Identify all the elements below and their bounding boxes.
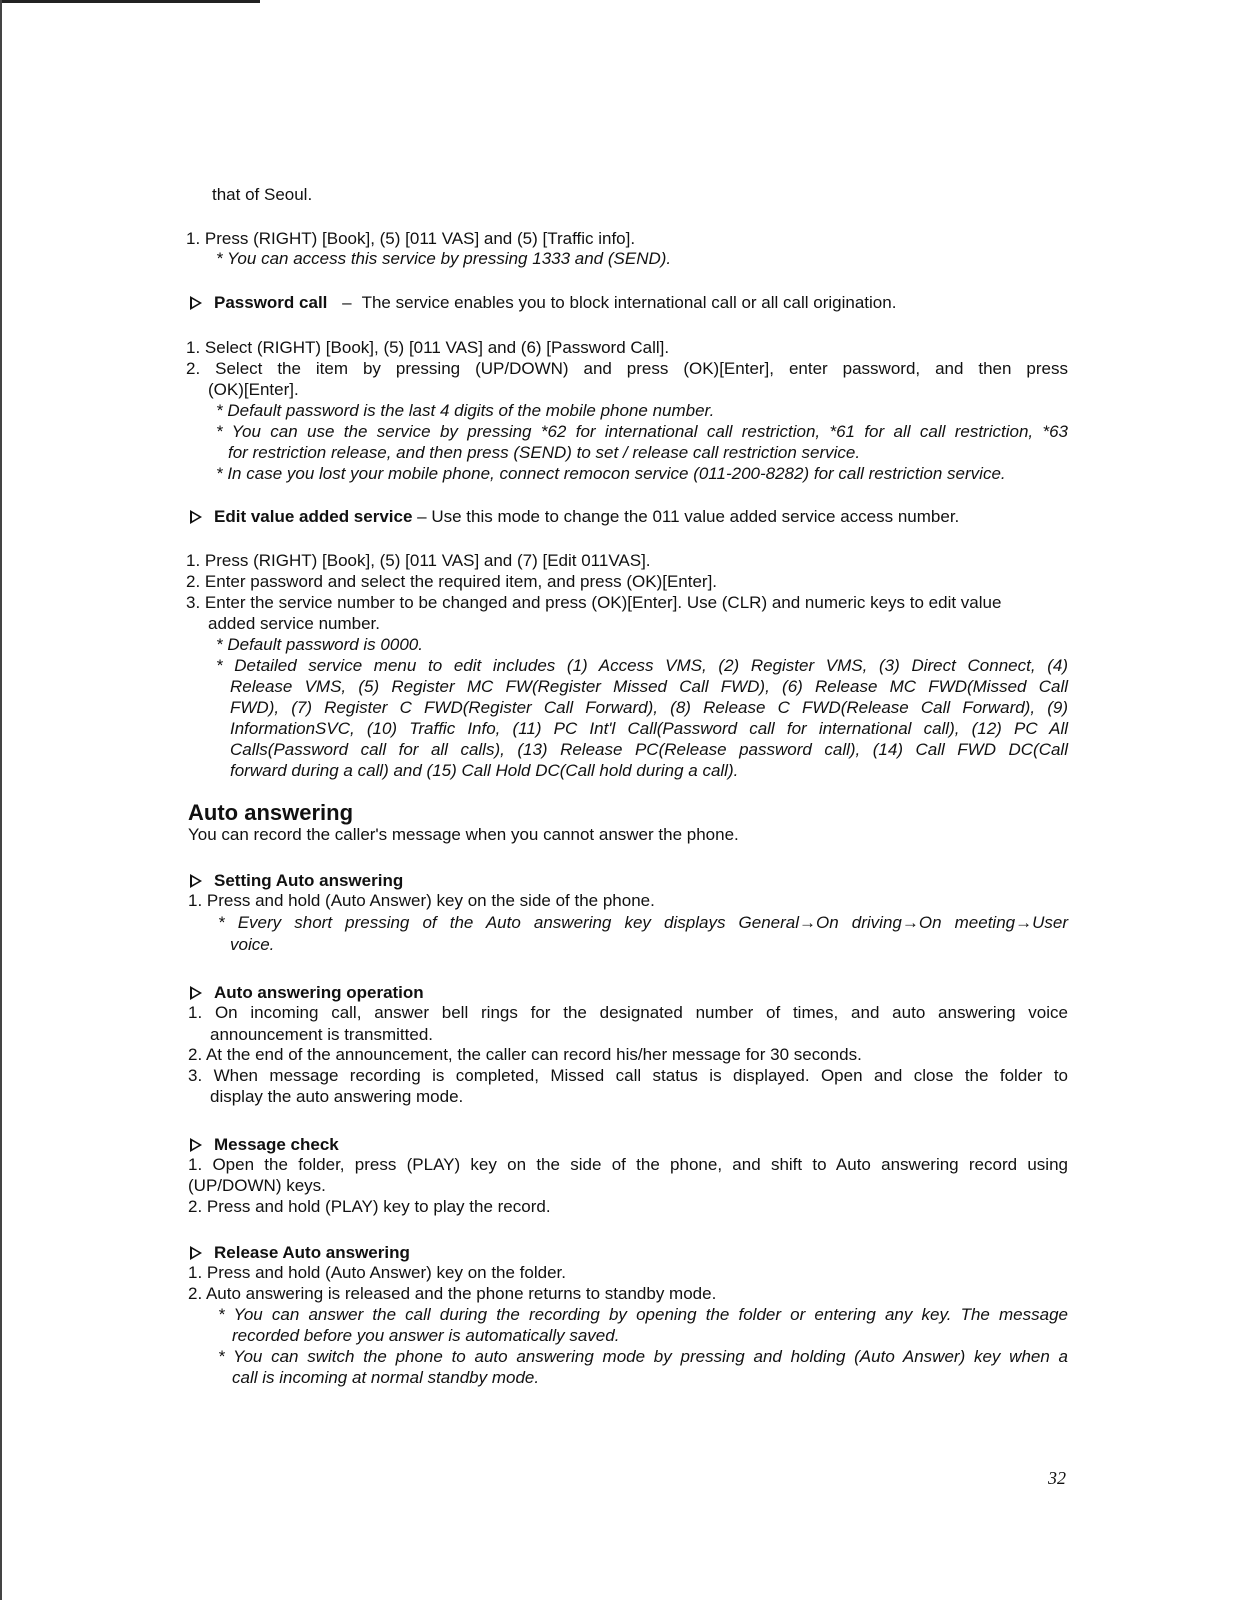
edit-vas-title: Edit value added service [214,507,413,526]
auto-answering-desc: You can record the caller's message when you cannot answer the phone. [188,825,739,844]
edit-vas-note-2-line-1: * Detailed service menu to edit includes (1) Access VMS, (2) Register VMS, (3) Direct Connect, (4) [216,656,1068,675]
intro-text: that of Seoul. [212,185,313,204]
operation-step-3b: display the auto answering mode. [210,1087,464,1106]
edit-vas-step-3b: added service number. [208,614,380,633]
password-note-2b: for restriction release, and then press (SEND) to set / release call restriction service. [228,443,861,462]
message-check-heading [190,1134,339,1155]
password-step-2b: (OK)[Enter]. [208,380,299,399]
password-call-desc: The service enables you to block international call or all call origination. [361,293,897,312]
release-note-2a: * You can switch the phone to auto answering mode by pressing and holding (Auto Answer) key when a [218,1347,1068,1366]
operation-step-1b: announcement is transmitted. [210,1025,434,1044]
triangle-bullet-icon [190,1138,202,1152]
auto-operation-title: Auto answering operation [214,983,424,1002]
message-check-step-1a: 1. Open the folder, press (PLAY) key on the side of the phone, and shift to Auto answering record using [188,1155,1068,1174]
scan-edge-left [0,0,2,1600]
release-step-1: 1. Press and hold (Auto Answer) key on the folder. [188,1263,566,1282]
release-note-1a: * You can answer the call during the recording by opening the folder or entering any key. The message [218,1305,1068,1324]
message-check-step-2: 2. Press and hold (PLAY) key to play the record. [188,1197,551,1216]
edit-vas-step-2: 2. Enter password and select the required item, and press (OK)[Enter]. [186,572,718,591]
password-step-1: 1. Select (RIGHT) [Book], (5) [011 VAS] and (6) [Password Call]. [186,338,670,357]
page-number: 32 [1048,1468,1066,1488]
edit-vas-desc: – Use this mode to change the 011 value added service access number. [417,507,960,526]
message-check-title: Message check [214,1135,339,1154]
triangle-bullet-icon [190,510,202,524]
triangle-bullet-icon [190,296,202,310]
edit-vas-note-2-line-3: FWD), (7) Register C FWD(Register Call Forward), (8) Release C FWD(Release Call Forward), (9) [230,698,1068,717]
traffic-step-1: 1. Press (RIGHT) [Book], (5) [011 VAS] and (5) [Traffic info]. [186,229,636,248]
edit-vas-note-2-line-5: Calls(Password call for all calls), (13) Release PC(Release password call), (14) Call FWD DC(Call [230,740,1068,759]
edit-vas-note-2-line-4: InformationSVC, (10) Traffic Info, (11) PC Int'l Call(Password call for international call), (12) PC All [230,719,1068,738]
traffic-note-1: * You can access this service by pressing 1333 and (SEND). [216,249,672,268]
operation-step-2: 2. At the end of the announcement, the caller can record his/her message for 30 seconds. [188,1045,862,1064]
setting-step-1: 1. Press and hold (Auto Answer) key on the side of the phone. [188,891,655,910]
password-call-heading [190,292,896,313]
message-check-step-1b: (UP/DOWN) keys. [188,1176,326,1195]
operation-step-3a: 3. When message recording is completed, Missed call status is displayed. Open and close the folder to [188,1066,1068,1085]
password-call-title: Password call [214,293,328,312]
edit-vas-heading [190,506,959,527]
auto-answering-title: Auto answering [188,800,354,825]
password-note-1: * Default password is the last 4 digits of the mobile phone number. [216,401,715,420]
release-auto-title: Release Auto answering [214,1243,410,1262]
edit-vas-step-3a: 3. Enter the service number to be changed and press (OK)[Enter]. Use (CLR) and numeric keys to edit value [186,593,1002,612]
password-step-2a: 2. Select the item by pressing (UP/DOWN) and press (OK)[Enter], enter password, and then press [186,359,1068,378]
setting-note-1b: voice. [230,935,275,954]
password-note-3: * In case you lost your mobile phone, connect remocon service (011-200-8282) for call restriction service. [216,464,1006,483]
release-step-2: 2. Auto answering is released and the phone returns to standby mode. [188,1284,717,1303]
release-auto-heading [190,1242,410,1263]
triangle-bullet-icon [190,986,202,1000]
auto-operation-heading [190,982,424,1003]
release-note-1b: recorded before you answer is automatically saved. [232,1326,620,1345]
edit-vas-note-1: * Default password is 0000. [216,635,423,654]
edit-vas-step-1: 1. Press (RIGHT) [Book], (5) [011 VAS] and (7) [Edit 011VAS]. [186,551,651,570]
password-note-2a: * You can use the service by pressing *62 for international call restriction, *61 for all call restriction, *63 [216,422,1068,441]
operation-step-1a: 1. On incoming call, answer bell rings for the designated number of times, and auto answering voice [188,1003,1068,1022]
triangle-bullet-icon [190,1246,202,1260]
setting-auto-heading [190,870,403,891]
setting-auto-title: Setting Auto answering [214,871,404,890]
setting-note-1a: * Every short pressing of the Auto answering key displays General→On driving→On meeting→User [218,913,1068,932]
scan-edge-top [0,0,260,3]
edit-vas-note-2-line-2: Release VMS, (5) Register MC FW(Register Missed Call FWD), (6) Release MC FWD(Missed Call [230,677,1068,696]
triangle-bullet-icon [190,874,202,888]
password-call-dash: – [342,293,352,312]
release-note-2b: call is incoming at normal standby mode. [232,1368,540,1387]
edit-vas-note-2-line-6: forward during a call) and (15) Call Hold DC(Call hold during a call). [230,761,739,780]
